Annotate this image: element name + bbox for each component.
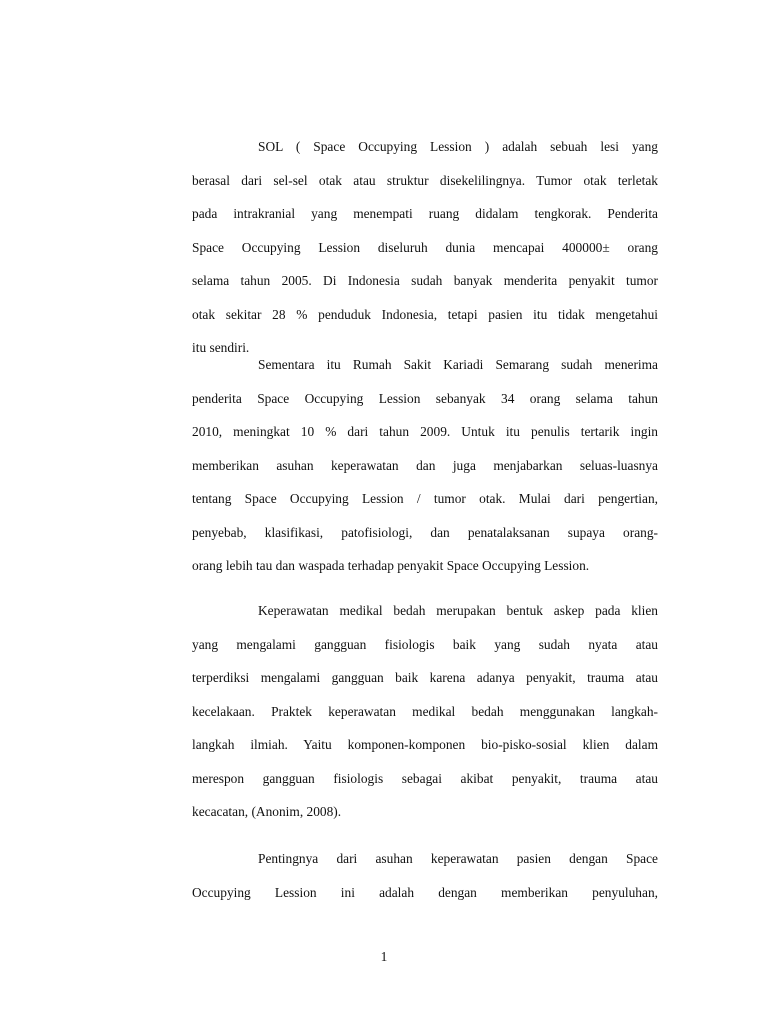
- paragraph-line: terperdiksi mengalami gangguan baik karena adanya penyakit, trauma atau: [192, 670, 658, 685]
- paragraph-line: Space Occupying Lession diseluruh dunia mencapai 400000± orang: [192, 239, 658, 255]
- paragraph-line: orang lebih tau dan waspada terhadap penyakit Space Occupying Lession.: [192, 558, 590, 573]
- paragraph-line: merespon gangguan fisiologis sebagai akibat penyakit, trauma atau: [192, 770, 658, 786]
- paragraph-line: tentang Space Occupying Lession / tumor otak. Mulai dari pengertian,: [192, 491, 658, 506]
- paragraph-line: Keperawatan medikal bedah merupakan bentuk askep pada klien: [258, 603, 658, 618]
- paragraph-line: 2010, meningkat 10 % dari tahun 2009. Untuk itu penulis tertarik ingin: [192, 424, 658, 439]
- paragraph-line: langkah ilmiah. Yaitu komponen-komponen bio-pisko-sosial klien dalam: [192, 737, 658, 752]
- paragraph-line: otak sekitar 28 % penduduk Indonesia, tetapi pasien itu tidak mengetahui: [192, 306, 658, 322]
- paragraph-line: kecelakaan. Praktek keperawatan medikal bedah menggunakan langkah-: [192, 703, 658, 719]
- paragraph-line: Sementara itu Rumah Sakit Kariadi Semarang sudah menerima: [258, 357, 658, 372]
- paragraph-line: penyebab, klasifikasi, patofisiologi, dan penatalaksanan supaya orang-: [192, 524, 658, 540]
- paragraph-line: itu sendiri.: [192, 340, 250, 355]
- paragraph-line: Occupying Lession ini adalah dengan memberikan penyuluhan,: [192, 885, 658, 900]
- page-number: 1: [380, 949, 388, 964]
- paragraph-line: penderita Space Occupying Lession sebanyak 34 orang selama tahun: [192, 390, 658, 406]
- paragraph-line: Pentingnya dari asuhan keperawatan pasien dengan Space: [258, 851, 658, 866]
- paragraph-line: yang mengalami gangguan fisiologis baik yang sudah nyata atau: [192, 636, 658, 652]
- paragraph-line: pada intrakranial yang menempati ruang didalam tengkorak. Penderita: [192, 206, 658, 221]
- paragraph-line: selama tahun 2005. Di Indonesia sudah banyak menderita penyakit tumor: [192, 273, 658, 288]
- paragraph-line: berasal dari sel-sel otak atau struktur disekelilingnya. Tumor otak terletak: [192, 172, 658, 188]
- paragraph-line: memberikan asuhan keperawatan dan juga menjabarkan seluas-luasnya: [192, 457, 658, 473]
- paragraph-line: SOL ( Space Occupying Lession ) adalah sebuah lesi yang: [258, 139, 658, 154]
- paragraph-line: kecacatan, (Anonim, 2008).: [192, 804, 342, 819]
